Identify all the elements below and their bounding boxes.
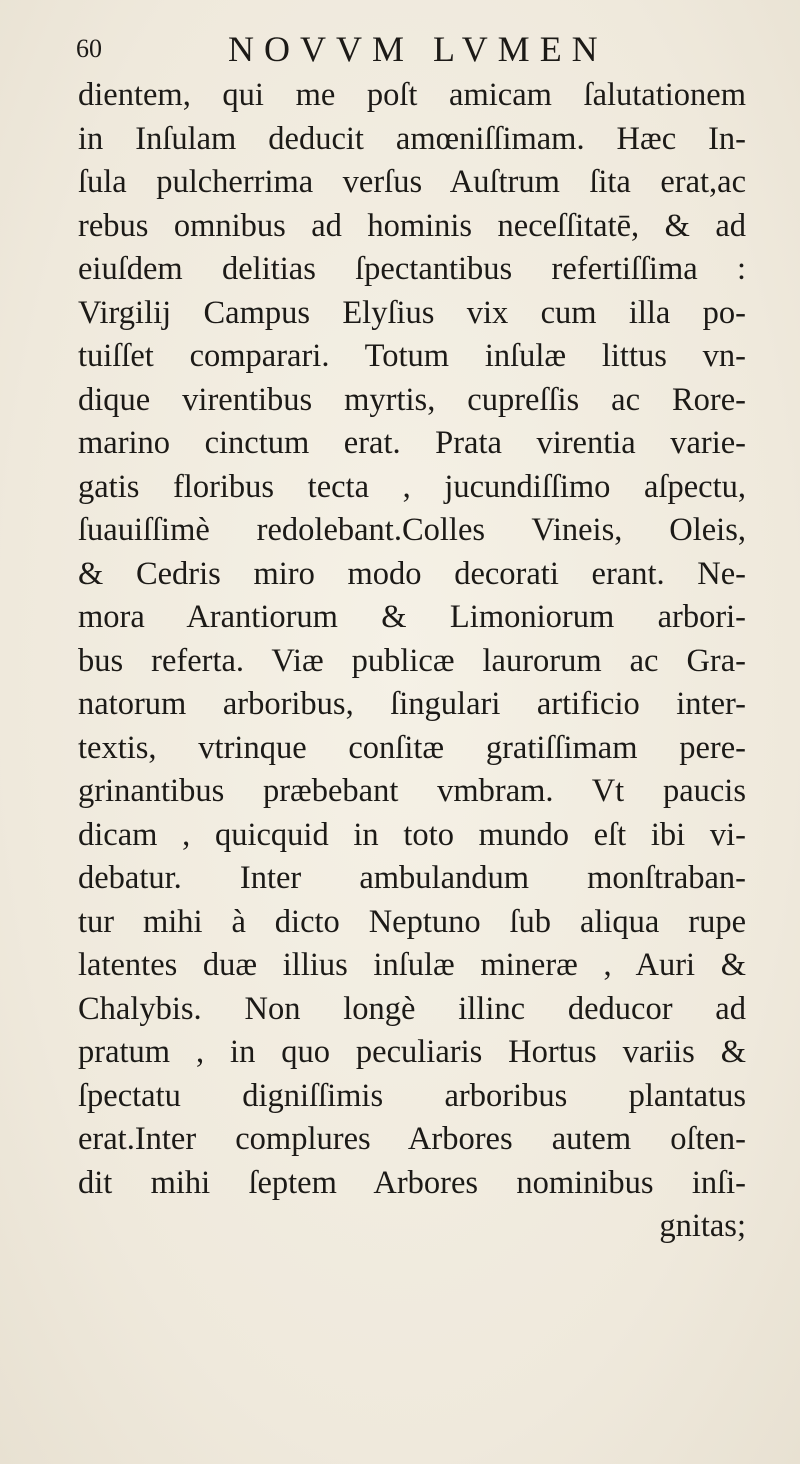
text-line: ſula pulcherrima verſus Auſtrum ſita erat,ac <box>78 164 746 200</box>
text-line: rebus omnibus ad hominis neceſſitatē, & ad <box>78 207 746 244</box>
text-line: bus referta. Viæ publicæ laurorum ac Gra- <box>78 642 746 679</box>
text-line: Chalybis. Non longè illinc deducor ad <box>78 990 746 1027</box>
text-line: textis, vtrinque conſitæ gratiſſimam pere- <box>78 729 746 766</box>
text-line: pratum , in quo peculiaris Hortus variis & <box>78 1034 746 1070</box>
text-line: dientem, qui me poſt amicam ſalutationem <box>78 77 746 113</box>
page-header <box>76 28 736 72</box>
text-line: ſuauiſſimè redolebant.Colles Vineis, Oleis, <box>78 512 746 548</box>
text-line: Virgilij Campus Elyſius vix cum illa po- <box>78 294 746 331</box>
page-number: 60 <box>76 34 102 63</box>
text-line: tur mihi à dicto Neptuno ſub aliqua rupe <box>78 903 746 940</box>
running-head: NOVVM LVMEN <box>228 29 608 69</box>
text-line: dit mihi ſeptem Arbores nominibus inſi- <box>78 1164 746 1201</box>
text-line: dique virentibus myrtis, cupreſſis ac Rore- <box>78 381 746 418</box>
text-line: grinantibus præbebant vmbram. Vt paucis <box>78 773 746 809</box>
text-line: latentes duæ illius inſulæ mineræ , Auri & <box>78 947 746 983</box>
body-text <box>78 74 746 1249</box>
text-line: natorum arboribus, ſingulari artificio inter- <box>78 686 746 722</box>
text-line: ſpectatu digniſſimis arboribus plantatus <box>78 1077 746 1114</box>
text-line: dicam , quicquid in toto mundo eſt ibi vi- <box>78 816 746 853</box>
text-line: & Cedris miro modo decorati erant. Ne- <box>78 555 746 592</box>
text-line: debatur. Inter ambulandum monſtraban- <box>78 860 746 896</box>
text-line: erat.Inter complures Arbores autem oſten- <box>78 1121 746 1157</box>
text-line: tuiſſet comparari. Totum inſulæ littus vn- <box>78 338 746 374</box>
text-line-catchword: gnitas; <box>659 1208 746 1244</box>
text-line: marino cinctum erat. Prata virentia varie- <box>78 425 746 461</box>
text-line: mora Arantiorum & Limoniorum arbori- <box>78 599 746 635</box>
text-line: gatis floribus tecta , jucundiſſimo aſpectu, <box>78 468 746 505</box>
text-line: eiuſdem delitias ſpectantibus refertiſſima : <box>78 251 746 287</box>
text-line: in Inſulam deducit amœniſſimam. Hæc In- <box>78 120 746 157</box>
